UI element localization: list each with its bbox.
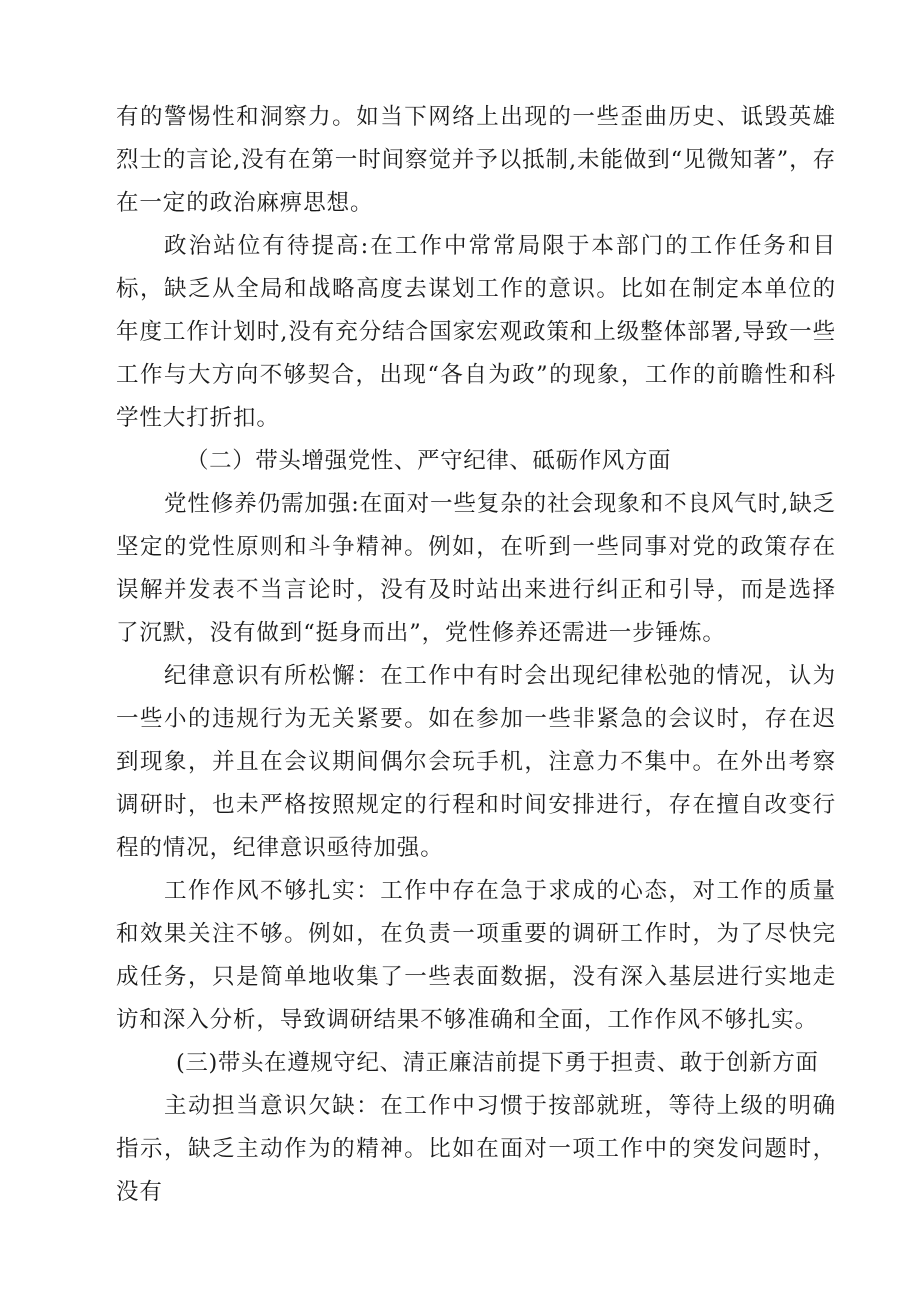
section-heading-2: （二）带头增强党性、严守纪律、砥砺作风方面 xyxy=(186,448,672,474)
paragraph-political-stance: 政治站位有待提高:在工作中常常局限于本部门的工作任务和目标，缺乏从全局和战略高度去谋划工作的意识。比如在制定本单位的年度工作计划时,没有充分结合国家宏观政策和上级整体部署,导致一些工作与大方向不够契合，出现“各自为政”的现象，工作的前瞻性和科学性大打折扣。 xyxy=(116,233,836,431)
document-page xyxy=(116,96,836,1214)
paragraph-political-vigilance-continued: 有的警惕性和洞察力。如当下网络上出现的一些歪曲历史、诋毁英雄烈士的言论,没有在第一时间察觉并予以抵制,未能做到“见微知著”，存在一定的政治麻痹思想。 xyxy=(116,104,836,216)
paragraph-party-spirit: 党性修养仍需加强:在面对一些复杂的社会现象和不良风气时,缺乏坚定的党性原则和斗争精神。例如，在听到一些同事对党的政策存在误解并发表不当言论时，没有及时站出来进行纠正和引导，而是选择了沉默，没有做到“挺身而出”，党性修养还需进一步锤炼。 xyxy=(116,491,836,646)
paragraph-discipline-awareness: 纪律意识有所松懈：在工作中有时会出现纪律松弛的情况，认为一些小的违规行为无关紧要。如在参加一些非紧急的会议时，存在迟到现象，并且在会议期间偶尔会玩手机，注意力不集中。在外出考察调研时，也未严格按照规定的行程和时间安排进行，存在擅自改变行程的情况，纪律意识亟待加强。 xyxy=(116,663,836,861)
section-heading-3: (三)带头在遵规守纪、清正廉洁前提下勇于担责、敢于创新方面 xyxy=(176,1050,819,1076)
paragraph-work-style: 工作作风不够扎实：工作中存在急于求成的心态，对工作的质量和效果关注不够。例如，在负责一项重要的调研工作时，为了尽快完成任务，只是简单地收集了一些表面数据，没有深入基层进行实地走访和深入分析，导致调研结果不够准确和全面，工作作风不够扎实。 xyxy=(116,878,836,1033)
paragraph-initiative: 主动担当意识欠缺：在工作中习惯于按部就班，等待上级的明确指示，缺乏主动作为的精神。比如在面对一项工作中的突发问题时，没有 xyxy=(116,1093,836,1205)
